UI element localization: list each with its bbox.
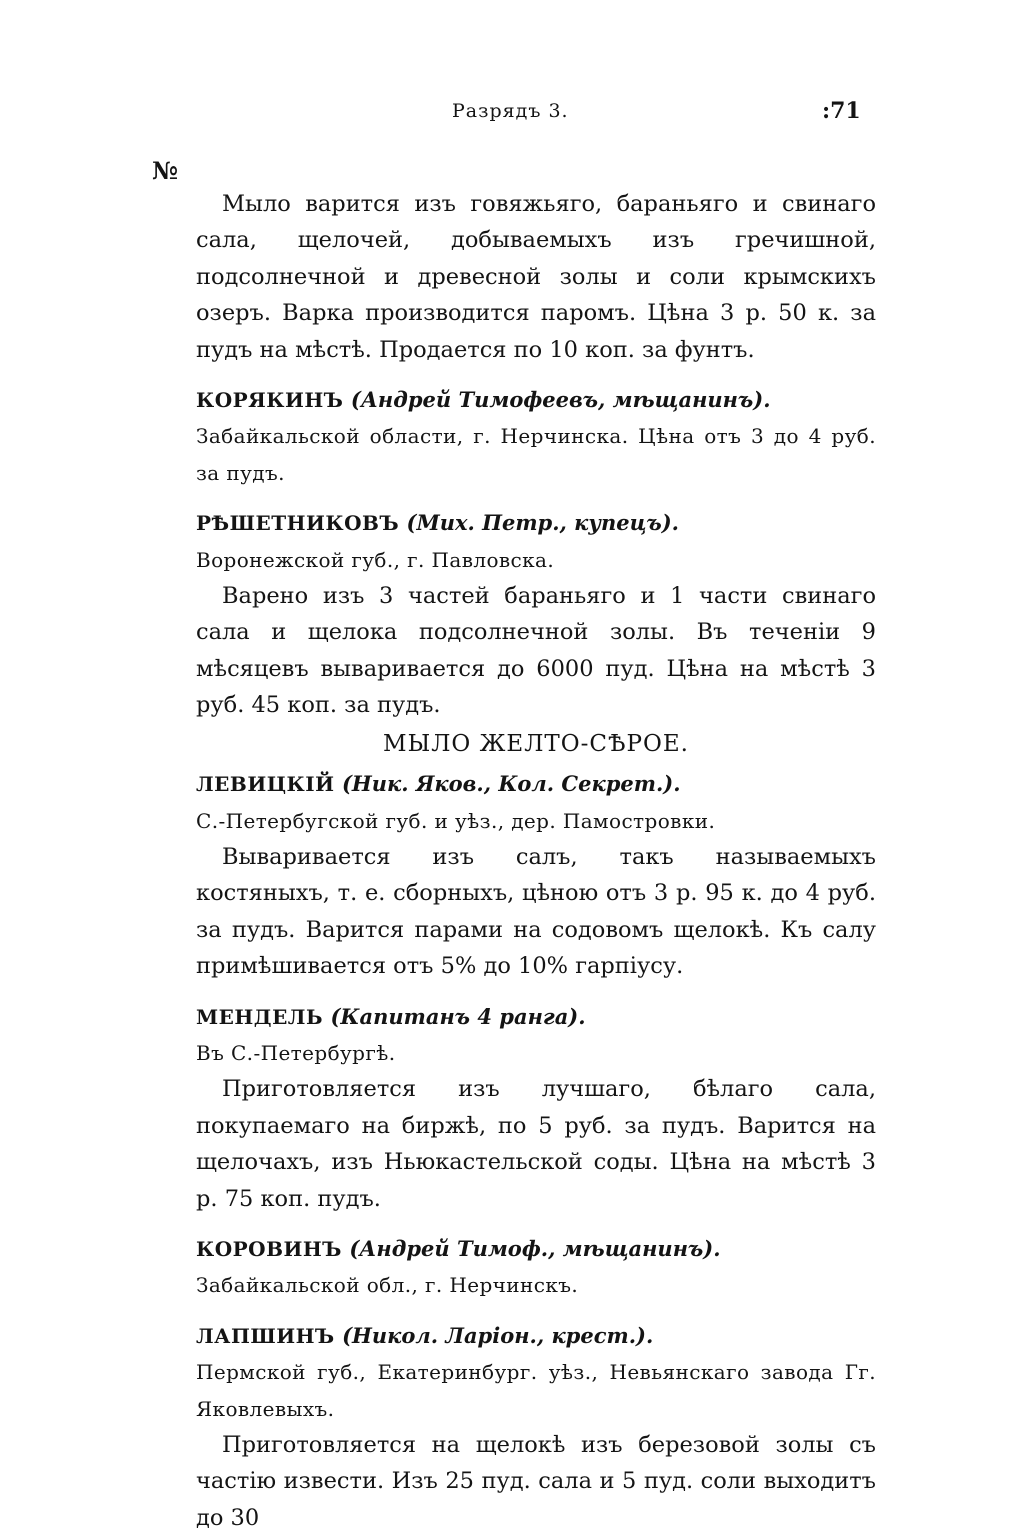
entry-name: ЛЕВИЦКІЙ <box>196 772 335 797</box>
entry-heading-lapshin <box>196 1318 876 1354</box>
running-head: Разрядъ 3. <box>452 100 569 122</box>
entry-name: КОРЯКИНЪ <box>196 388 344 413</box>
entry-name: КОРОВИНЪ <box>196 1236 342 1261</box>
numero-sign: № <box>152 156 179 185</box>
entry-name: РѢШЕТНИКОВЪ <box>196 511 400 536</box>
section-title: МЫЛО ЖЕЛТО-СѢРОЕ. <box>383 730 689 757</box>
entry-heading-mendel <box>196 999 876 1035</box>
entry-heading-levitsky <box>196 766 876 802</box>
entry-place-levitsky: С.-Петербугской губ. и уѣз., дер. Памостровки. <box>196 808 716 833</box>
entry-place-mendel: Въ С.-Петербургѣ. <box>196 1040 396 1065</box>
entry-name: ЛАПШИНЪ <box>196 1323 335 1348</box>
entry-place-koryakin: Забайкальской области, г. Нерчинска. Цѣна отъ 3 до 4 руб. за пудъ. <box>196 424 876 485</box>
entry-place-lapshin: Пермской губ., Екатеринбург. уѣз., Невьянскаго завода Гг. Яковлевыхъ. <box>196 1360 876 1421</box>
entry-heading-koryakin <box>196 382 876 418</box>
entry-heading-korovin <box>196 1231 876 1267</box>
entry-text-reshetnikov: Варено изъ 3 частей бараньяго и 1 части свинаго сала и щелока подсолнечной золы. Въ теченіи 9 мѣсяцевъ вываривается до 6000 пуд. Цѣна на мѣстѣ 3 руб. 45 коп. за пудъ. <box>196 583 876 719</box>
entry-text-mendel: Приготовляется изъ лучшаго, бѣлаго сала, покупаемаго на биржѣ, по 5 руб. за пудъ. Варится на щелочахъ, изъ Ньюкастельской соды. Цѣна на мѣстѣ 3 р. 75 коп. пудъ. <box>196 1076 876 1212</box>
entry-place-reshetnikov: Воронежской губ., г. Павловска. <box>196 547 555 572</box>
entry-text-levitsky: Вываривается изъ салъ, такъ называемыхъ костяныхъ, т. е. сборныхъ, цѣною отъ 3 р. 95 к. до 4 руб. за пудъ. Варится парами на содовомъ щелокѣ. Къ салу примѣшивается отъ 5% до 10% гарпіусу. <box>196 843 876 980</box>
entry-note: (Мих. Петр., купецъ). <box>406 510 679 536</box>
entry-note: (Ник. Яков., Кол. Секрет.). <box>341 771 681 797</box>
entry-note: (Андрей Тимоф., мѣщанинъ). <box>349 1235 721 1261</box>
entry-heading-reshetnikov <box>196 505 876 541</box>
page-body <box>196 186 876 1536</box>
entry-text-lapshin: Приготовляется на щелокѣ изъ березовой золы съ частію извести. Изъ 25 пуд. сала и 5 пуд. соли выходитъ до 30 <box>196 1432 876 1531</box>
page-number: :71 <box>822 98 861 124</box>
entry-name: МЕНДЕЛЬ <box>196 1004 323 1029</box>
entry-note: (Никол. Ларіон., крест.). <box>342 1322 654 1348</box>
intro-paragraph: Мыло варится изъ говяжьяго, бараньяго и свинаго сала, щелочей, добываемыхъ изъ гречишной, подсолнечной и древесной золы и соли крымскихъ озеръ. Варка производится паромъ. Цѣна 3 р. 50 к. за пудъ на мѣстѣ. Продается по 10 коп. за фунтъ. <box>196 191 876 363</box>
entry-note: (Андрей Тимофеевъ, мѣщанинъ). <box>350 387 771 413</box>
entry-note: (Капитанъ 4 ранга). <box>330 1003 586 1029</box>
entry-place-korovin: Забайкальской обл., г. Нерчинскъ. <box>196 1273 579 1298</box>
